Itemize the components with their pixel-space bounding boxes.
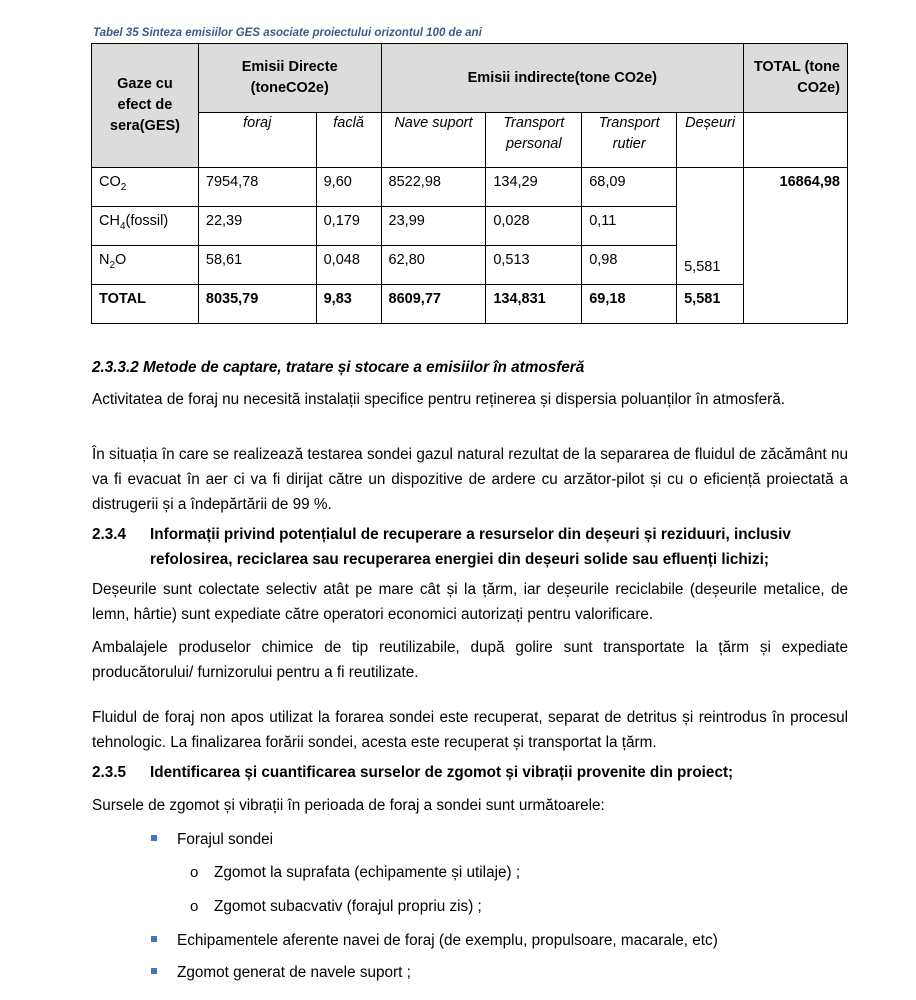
gas-name: $CH_4(fossil)$: [92, 207, 199, 246]
value-cell: 22,39: [198, 207, 316, 246]
circle-bullet-icon: o: [190, 864, 199, 881]
value-cell: 9,60: [316, 168, 381, 207]
subheader-transport-personal: Transport personal: [486, 113, 582, 168]
section-title: Informații privind potențialul de recuperare a resurselor din deșeuri și reziduuri, inclusiv refolosirea, reciclarea sau recuperarea energiei din deșeuri solide sau efluenți lichizi;: [150, 526, 791, 568]
paragraph: Deșeurile sunt colectate selectiv atât pe mare cât și la țărm, iar deșeurile reciclabile (deșeurile metalice, de lemn, hârtie) sunt expediate către operatori economici autorizați pentru valorificare.: [92, 581, 848, 623]
section-heading-2-3-4: [92, 522, 848, 572]
header-total: TOTAL (tone CO2e): [744, 44, 848, 113]
total-label: TOTAL: [92, 285, 199, 324]
gas-name: $CO_2$: [92, 168, 199, 207]
value-cell: 0,98: [582, 246, 677, 285]
value-cell: 0,048: [316, 246, 381, 285]
header-indirect-emissions: Emisii indirecte(tone CO2e): [381, 44, 744, 113]
table-row: [92, 168, 848, 207]
value-cell: 5,581: [677, 285, 744, 324]
table-total-row: [92, 285, 848, 324]
value-cell: 134,29: [486, 168, 582, 207]
paragraph: Activitatea de foraj nu necesită instalații specifice pentru reținerea și dispersia poluanților în atmosferă.: [92, 391, 785, 408]
header-gases: Gaze cu efect de sera(GES): [92, 44, 199, 168]
square-bullet-icon: [151, 968, 157, 974]
section-heading-2-3-3-2: 2.3.3.2 Metode de captare, tratare și stocare a emisiilor în atmosferă: [92, 359, 585, 376]
subheader-transport-rutier: Transport rutier: [582, 113, 677, 168]
value-cell: 0,513: [486, 246, 582, 285]
paragraph: Ambalajele produselor chimice de tip reutilizabile, după golire sunt transportate la țărm și expediate producătorului/ furnizorului pentru a fi reutilizate.: [92, 639, 848, 681]
value-cell: 7954,78: [198, 168, 316, 207]
list-item: Echipamentele aferente navei de foraj (de exemplu, propulsoare, macarale, etc): [151, 928, 718, 953]
value-cell: 8035,79: [198, 285, 316, 324]
value-cell: 134,831: [486, 285, 582, 324]
value-cell: 9,83: [316, 285, 381, 324]
list-item: Forajul sondei: [151, 827, 273, 852]
paragraph: În situația în care se realizează testarea sondei gazul natural rezultat de la separarea de fluidul de zăcământ nu va fi evacuat în aer ci va fi dirijat către un dispozitive de ardere cu arzător-pilot și cu o eficiență proiectată a distrugerii și a îndepărtării de 99 %.: [92, 446, 848, 513]
value-cell: 0,11: [582, 207, 677, 246]
value-cell: 8522,98: [381, 168, 486, 207]
list-item: Zgomot generat de navele suport ;: [151, 960, 411, 985]
ghg-emissions-table: [91, 43, 848, 324]
section-heading-2-3-5: [92, 760, 848, 785]
subheader-nave-suport: Nave suport: [381, 113, 486, 168]
subheader-facla: faclă: [316, 113, 381, 168]
square-bullet-icon: [151, 835, 157, 841]
header-direct-emissions: Emisii Directe (toneCO2e): [198, 44, 381, 113]
value-cell: 0,179: [316, 207, 381, 246]
table-caption: Tabel 35 Sinteza emisiilor GES asociate proiectului orizontul 100 de ani: [93, 27, 482, 39]
subheader-deseuri: Deșeuri: [677, 113, 744, 168]
section-title: Identificarea și cuantificarea surselor de zgomot și vibrații provenite din proiect;: [150, 764, 734, 781]
deseuri-value: 5,581: [677, 168, 744, 285]
value-cell: 68,09: [582, 168, 677, 207]
list-item: o Zgomot la suprafata (echipamente și utilaje) ;: [190, 860, 520, 885]
value-cell: 0,028: [486, 207, 582, 246]
paragraph: Sursele de zgomot și vibrații în perioada de foraj a sondei sunt următoarele:: [92, 797, 605, 814]
value-cell: 69,18: [582, 285, 677, 324]
circle-bullet-icon: o: [190, 898, 199, 915]
section-number: 2.3.5: [92, 764, 127, 781]
total-value: 16864,98: [744, 168, 848, 324]
value-cell: 62,80: [381, 246, 486, 285]
paragraph: Fluidul de foraj non apos utilizat la forarea sondei este recuperat, separat de detritus și reintrodus în procesul tehnologic. La finalizarea forării sondei, acesta este recuperat și transportat la țărm.: [92, 709, 848, 751]
subheader-foraj: foraj: [198, 113, 316, 168]
subheader-total-empty: [744, 113, 848, 168]
gas-name: $N_2O$: [92, 246, 199, 285]
value-cell: 23,99: [381, 207, 486, 246]
value-cell: 58,61: [198, 246, 316, 285]
section-number: 2.3.4: [92, 526, 127, 543]
square-bullet-icon: [151, 936, 157, 942]
value-cell: 8609,77: [381, 285, 486, 324]
list-item: o Zgomot subacvativ (forajul propriu zis) ;: [190, 894, 482, 919]
